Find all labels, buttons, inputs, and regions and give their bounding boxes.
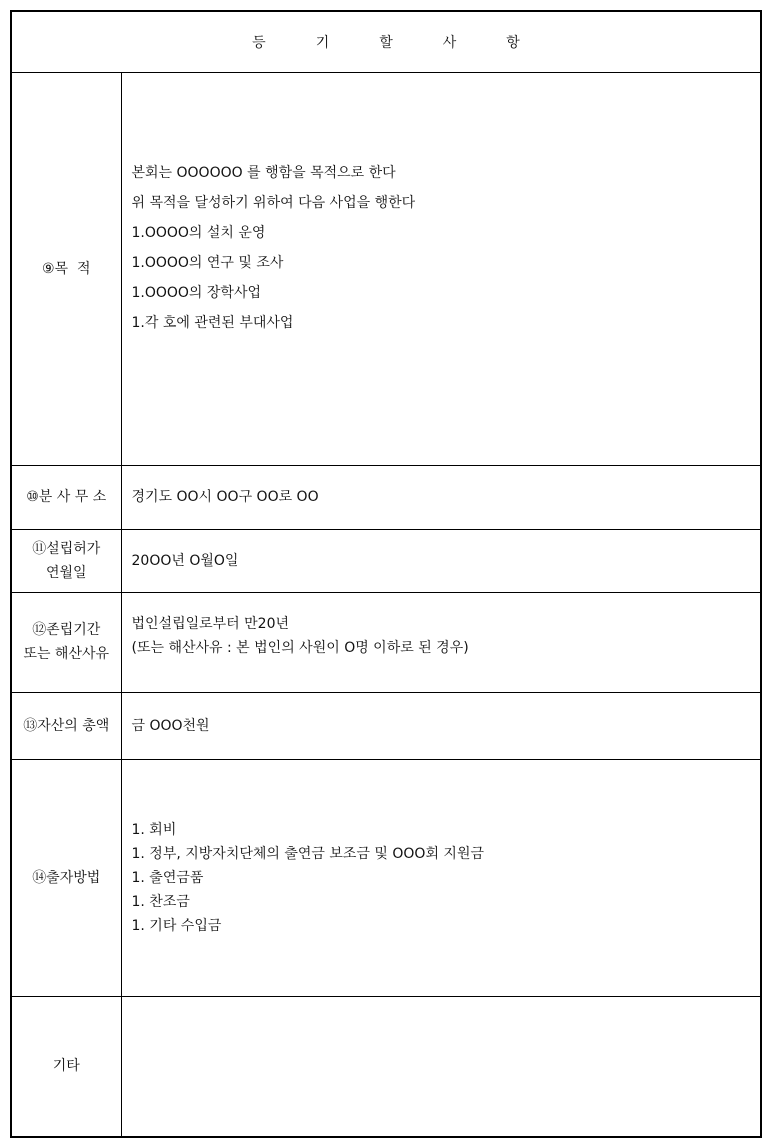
office-value: 경기도 OO시 OO구 OO로 OO — [131, 489, 319, 505]
purpose-label: ⑨목 적 — [11, 72, 121, 465]
permit-date-row — [11, 529, 761, 592]
funding-line: 1. 회비 — [131, 821, 177, 838]
purpose-row — [11, 72, 761, 465]
assets-label: ⑬자산의 총액 — [11, 692, 121, 759]
duration-label-line2: 또는 해산사유 — [23, 646, 110, 662]
purpose-content — [121, 72, 761, 465]
duration-label-line1: ⑫존립기간 — [32, 622, 101, 638]
purpose-line: 위 목적을 달성하기 위하여 다음 사업을 행한다 — [131, 194, 416, 211]
permit-date-label — [11, 529, 121, 592]
other-row — [11, 996, 761, 1137]
funding-label: ⑭출자방법 — [11, 759, 121, 996]
purpose-line: 1.OOOO의 연구 및 조사 — [131, 254, 284, 271]
assets-content — [121, 692, 761, 759]
funding-line: 1. 찬조금 — [131, 893, 190, 910]
permit-date-label-line1: ⑪설립허가 — [32, 540, 101, 557]
purpose-line: 1.OOOO의 장학사업 — [131, 284, 262, 301]
purpose-line: 1.각 호에 관련된 부대사업 — [131, 314, 294, 331]
duration-label — [11, 592, 121, 692]
assets-row — [11, 692, 761, 759]
form-title — [11, 11, 761, 72]
title-char: 할 — [379, 34, 393, 51]
funding-line: 1. 정부, 지방자치단체의 출연금 보조금 및 OOO회 지원금 — [131, 845, 484, 862]
registration-items-form — [10, 10, 762, 1138]
funding-row — [11, 759, 761, 996]
office-row — [11, 465, 761, 529]
office-label: ⑩분 사 무 소 — [11, 465, 121, 529]
funding-content — [121, 759, 761, 996]
permit-date-content — [121, 529, 761, 592]
title-row — [11, 11, 761, 72]
duration-line1: 법인설립일로부터 만20년 — [131, 616, 290, 632]
title-char: 항 — [506, 34, 520, 51]
assets-value: 금 OOO천원 — [131, 717, 210, 734]
duration-line2: (또는 해산사유 : 본 법인의 사원이 O명 이하로 된 경우) — [131, 640, 469, 656]
other-label: 기타 — [11, 996, 121, 1137]
other-content — [121, 996, 761, 1137]
title-char: 사 — [442, 34, 457, 51]
duration-content — [121, 592, 761, 692]
purpose-line: 본회는 OOOOOO 를 행함을 목적으로 한다 — [131, 164, 396, 181]
title-char: 기 — [315, 34, 330, 51]
permit-date-label-line2: 연월일 — [45, 564, 87, 581]
office-content — [121, 465, 761, 529]
permit-date-value: 20OO년 O월O일 — [131, 552, 239, 569]
title-char: 등 — [252, 34, 266, 51]
funding-line: 1. 기타 수입금 — [131, 917, 222, 934]
duration-row — [11, 592, 761, 692]
funding-line: 1. 출연금품 — [131, 869, 204, 886]
purpose-line: 1.OOOO의 설치 운영 — [131, 224, 266, 241]
